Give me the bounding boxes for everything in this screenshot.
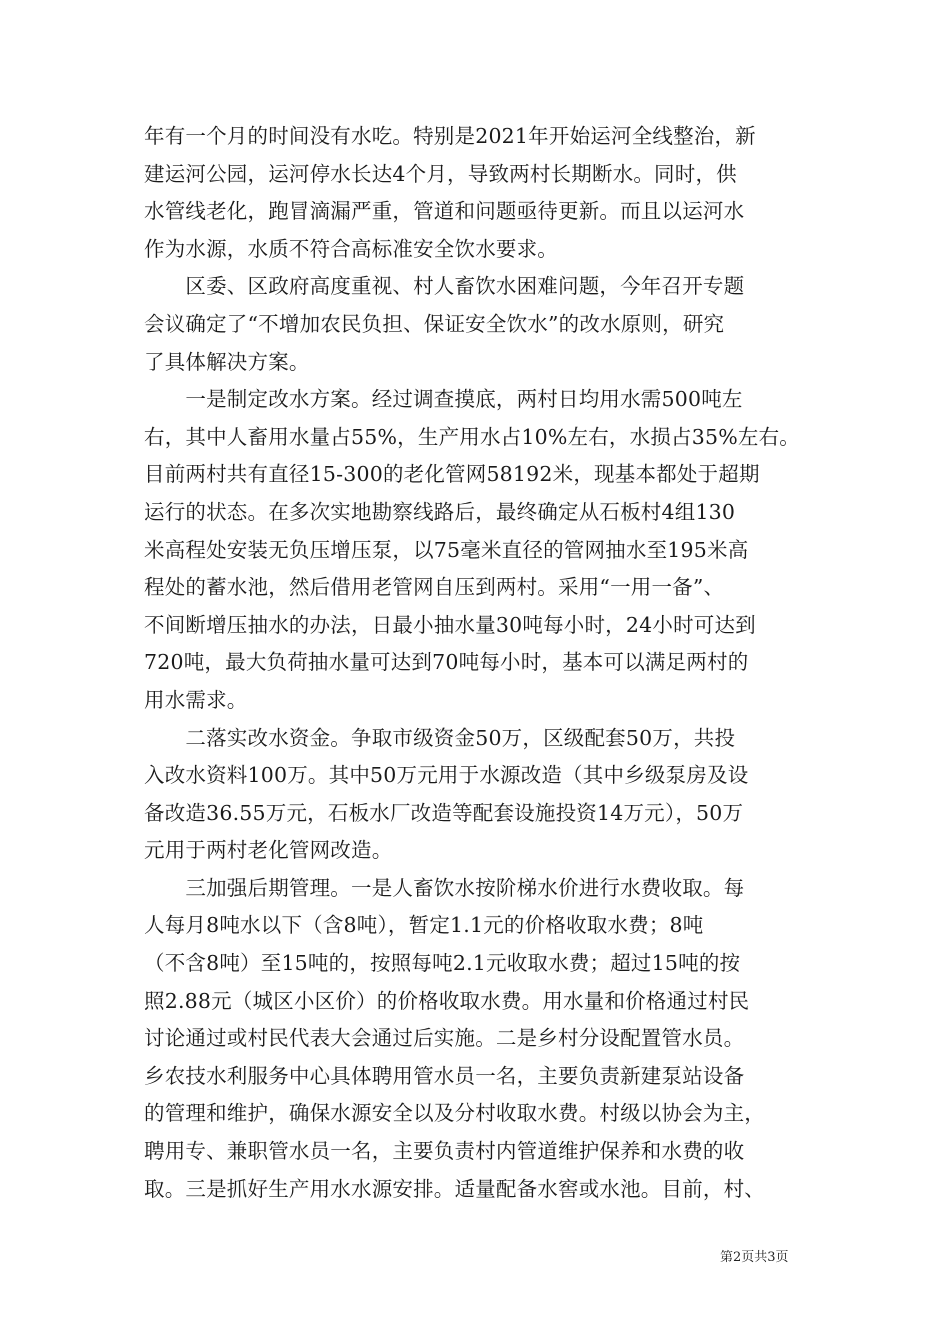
page-number-footer: 第2页共3页 xyxy=(720,1250,789,1265)
text-line: 三加强后期管理。一是人畜饮水按阶梯水价进行水费收取。每 xyxy=(144,875,745,900)
text-line: 米高程处安装无负压增压泵，以75毫米直径的管网抽水至195米高 xyxy=(144,537,749,562)
text-line: 备改造36.55万元，石板水厂改造等配套设施投资14万元），50万 xyxy=(144,800,744,825)
text-line: 程处的蓄水池，然后借用老管网自压到两村。采用“一用一备”、 xyxy=(144,575,725,600)
text-line: 一是制定改水方案。经过调查摸底，两村日均用水需500吨左 xyxy=(144,387,743,412)
text-line: 会议确定了“不增加农民负担、保证安全饮水”的改水原则，研究 xyxy=(144,311,725,336)
text-line: 水管线老化，跑冒滴漏严重，管道和问题亟待更新。而且以运河水 xyxy=(144,199,745,224)
text-line: （不含8吨）至15吨的，按照每吨2.1元收取水费；超过15吨的按 xyxy=(144,951,741,976)
text-line: 入改水资料100万。其中50万元用于水源改造（其中乡级泵房及设 xyxy=(144,763,749,788)
text-line: 建运河公园，运河停水长达4个月，导致两村长期断水。同时，供 xyxy=(144,161,737,186)
text-line: 的管理和维护，确保水源安全以及分村收取水费。村级以协会为主， xyxy=(144,1101,765,1126)
text-line: 用水需求。 xyxy=(144,687,248,712)
text-line: 不间断增压抽水的办法，日最小抽水量30吨每小时，24小时可达到 xyxy=(144,612,756,637)
text-line: 取。三是抓好生产用水水源安排。适量配备水窖或水池。目前，村、 xyxy=(144,1176,765,1201)
text-line: 聘用专、兼职管水员一名，主要负责村内管道维护保养和水费的收 xyxy=(144,1139,745,1164)
text-line: 了具体解决方案。 xyxy=(144,349,310,374)
document-body xyxy=(144,118,824,1208)
text-line: 区委、区政府高度重视、村人畜饮水困难问题，今年召开专题 xyxy=(144,274,745,299)
text-line: 右，其中人畜用水量占55%，生产用水占10%左右，水损占35%左右。 xyxy=(144,424,800,449)
text-line: 照2.88元（城区小区价）的价格收取水费。用水量和价格通过村民 xyxy=(144,988,750,1013)
text-line: 目前两村共有直径15-300的老化管网58192米，现基本都处于超期 xyxy=(144,462,760,487)
text-line: 二落实改水资金。争取市级资金50万，区级配套50万，共投 xyxy=(144,725,736,750)
text-line: 元用于两村老化管网改造。 xyxy=(144,838,393,863)
text-line: 720吨，最大负荷抽水量可达到70吨每小时，基本可以满足两村的 xyxy=(144,650,749,675)
text-line: 人每月8吨水以下（含8吨），暂定1.1元的价格收取水费；8吨 xyxy=(144,913,704,938)
text-line: 运行的状态。在多次实地勘察线路后，最终确定从石板村4组130 xyxy=(144,499,736,524)
text-line: 作为水源，水质不符合高标准安全饮水要求。 xyxy=(144,236,558,261)
text-line: 讨论通过或村民代表大会通过后实施。二是乡村分设配置管水员。 xyxy=(144,1026,745,1051)
text-line: 乡农技水利服务中心具体聘用管水员一名，主要负责新建泵站设备 xyxy=(144,1063,745,1088)
text-line: 年有一个月的时间没有水吃。特别是2021年开始运河全线整治，新 xyxy=(144,124,756,148)
